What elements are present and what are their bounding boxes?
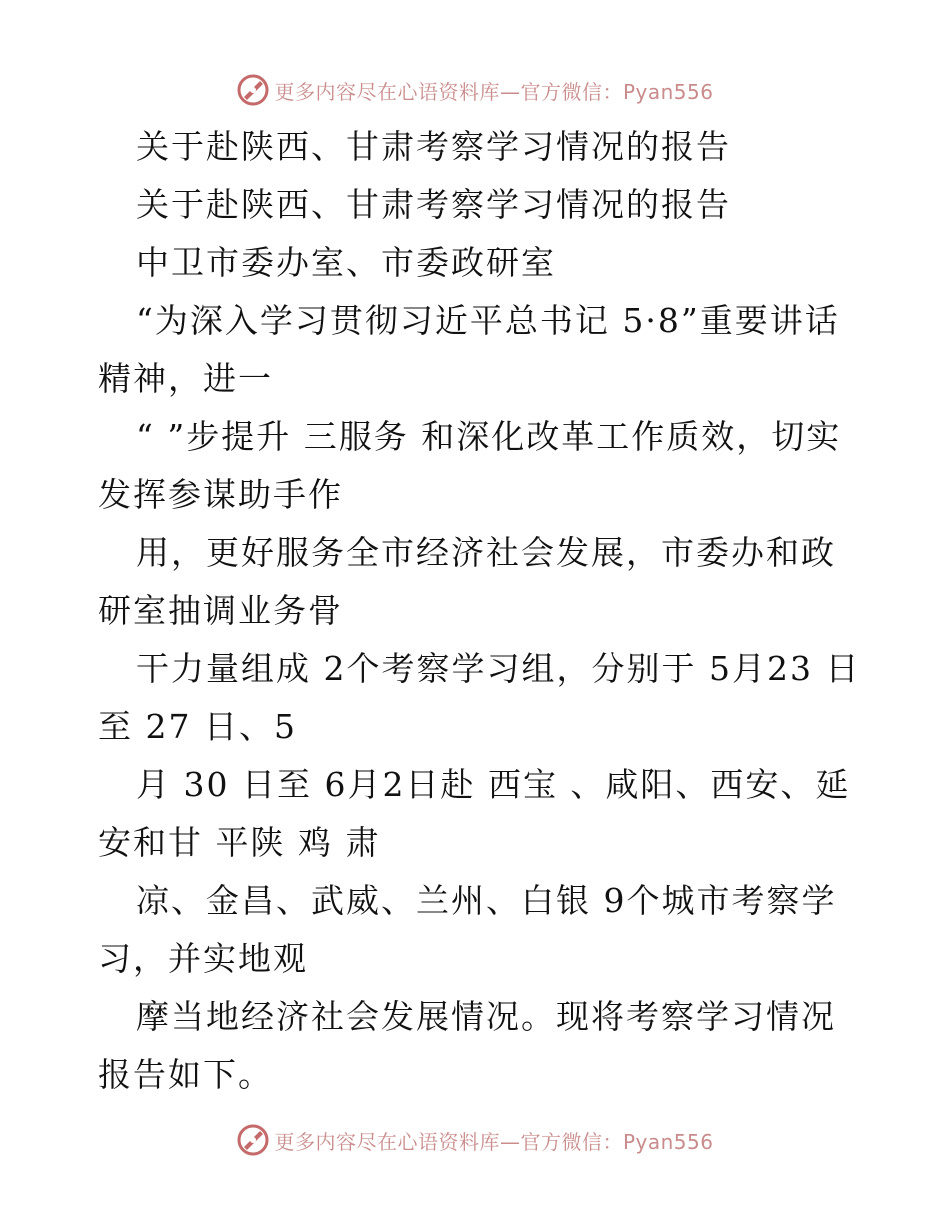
doc-paragraph: “ ”步提升 三服务 和深化改革工作质效，切实发挥参谋助手作 bbox=[98, 417, 842, 514]
doc-paragraph: 月 30 日至 6月2日赴 西宝 、咸阳、西安、延安和甘 平陕 鸡 肃 bbox=[98, 765, 851, 862]
document-body bbox=[98, 118, 868, 1104]
pen-seal-logo-icon bbox=[236, 73, 270, 107]
doc-paragraph: 摩当地经济社会发展情况。现将考察学习情况报告如下。 bbox=[98, 997, 836, 1094]
watermark-banner-bottom bbox=[0, 1120, 950, 1160]
doc-paragraph: 用，更好服务全市经济社会发展，市委办和政研室抽调业务骨 bbox=[98, 533, 836, 630]
doc-paragraph: 凉、金昌、武威、兰州、白银 9个城市考察学习，并实地观 bbox=[98, 881, 837, 978]
doc-paragraph: “为深入学习贯彻习近平总书记 5·8”重要讲话精神，进一 bbox=[98, 301, 840, 398]
doc-title: 关于赴陕西、甘肃考察学习情况的报告 bbox=[136, 127, 731, 166]
watermark-banner-top bbox=[0, 70, 950, 110]
pen-seal-logo-icon bbox=[236, 1123, 270, 1157]
doc-paragraph: 干力量组成 2个考察学习组，分别于 5月23 日至 27 日、5 bbox=[98, 649, 861, 746]
watermark-text: 更多内容尽在心语资料库—官方微信：Pyan556 bbox=[274, 1129, 714, 1154]
watermark-text: 更多内容尽在心语资料库—官方微信：Pyan556 bbox=[274, 79, 714, 104]
doc-author: 中卫市委办室、市委政研室 bbox=[136, 243, 556, 282]
doc-title-repeat: 关于赴陕西、甘肃考察学习情况的报告 bbox=[136, 185, 731, 224]
